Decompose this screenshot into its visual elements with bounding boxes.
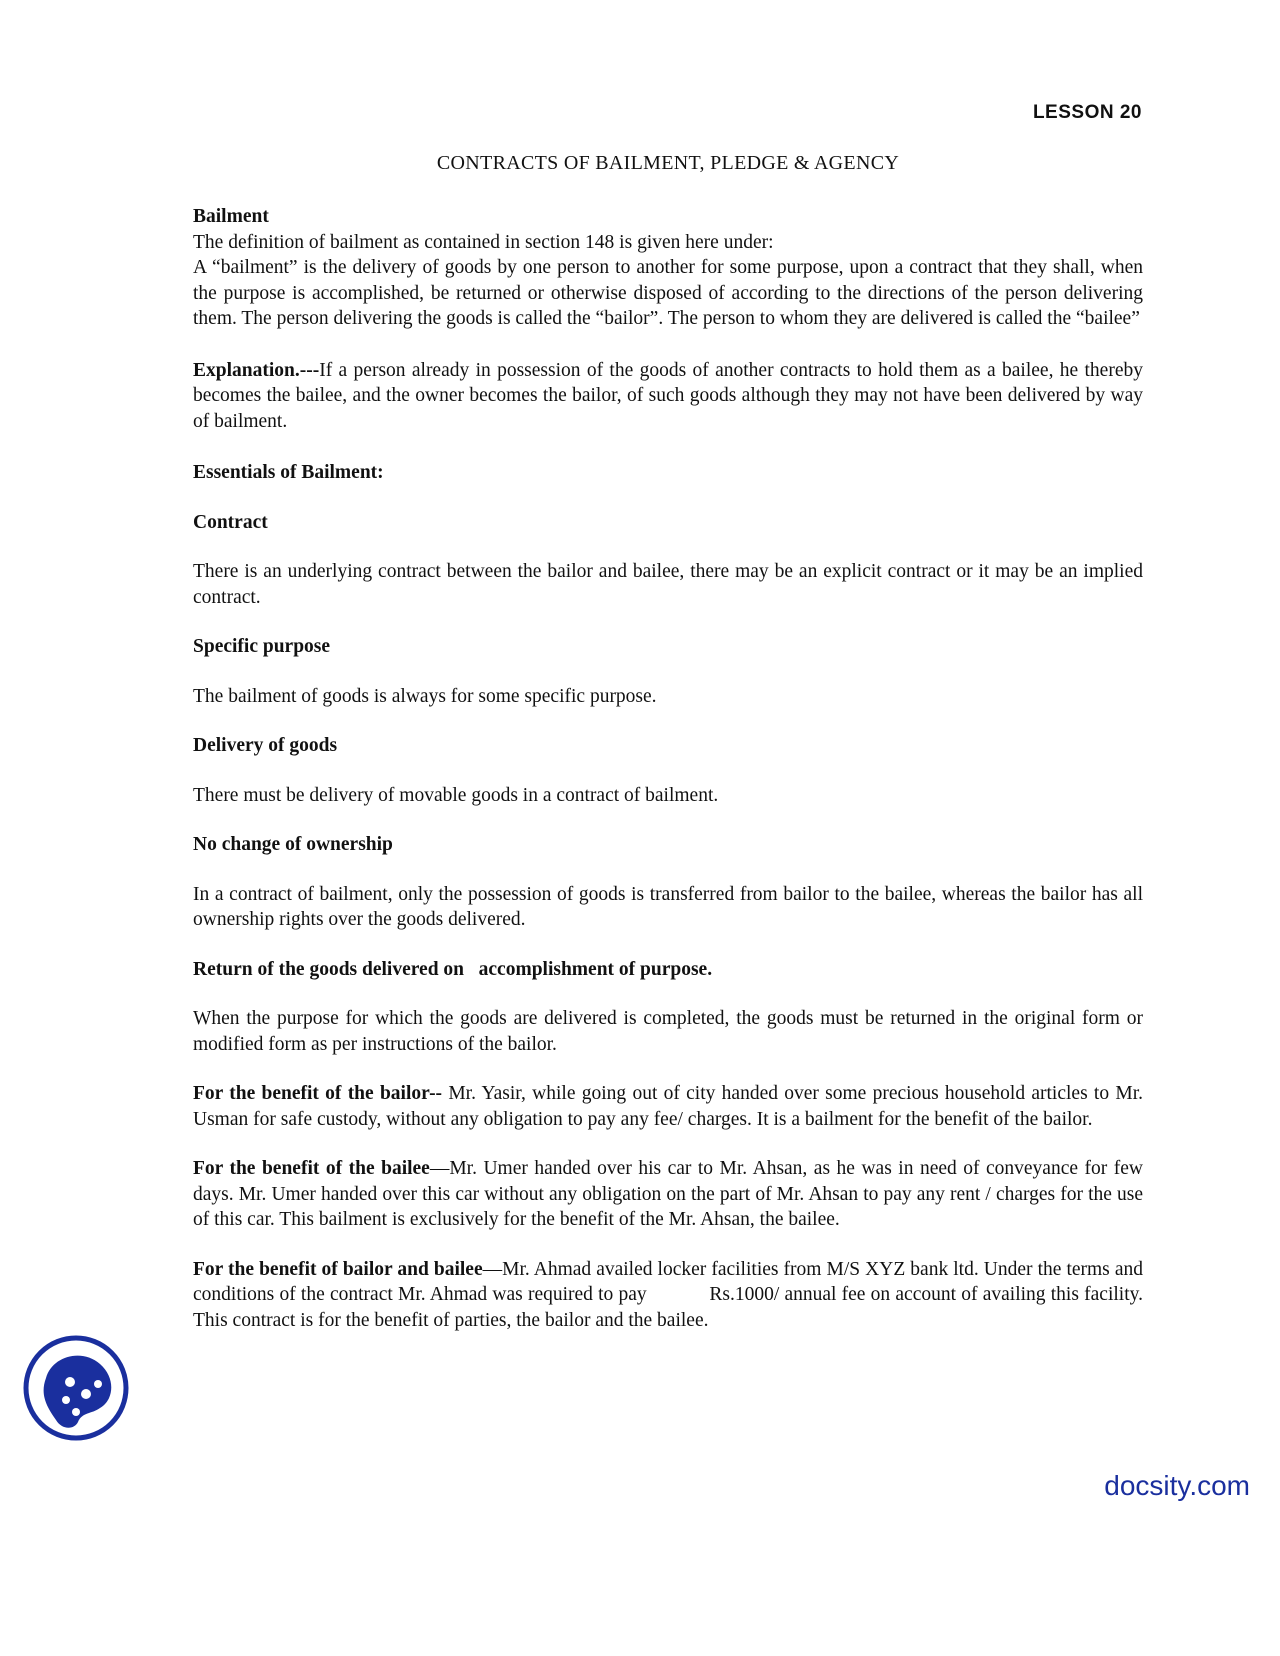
purpose-text: The bailment of goods is always for some specific purpose.	[193, 685, 657, 707]
explanation-label: Explanation.---	[193, 359, 320, 381]
bailee-benefit-label: For the benefit of the bailee	[193, 1158, 430, 1179]
section-heading-return: Return of the goods delivered on accomplishment of purpose.	[193, 958, 713, 980]
bailee-benefit-text: —Mr. Umer handed over his car to Mr. Ahsan, as he was in need of conveyance for few days. Mr. Umer handed over this car without any obligation on the part of Mr. Ahsan to pay any rent / charges for the use of this car. This bailment is exclusively for the benefit of the Mr. Ahsan, the bailee.	[193, 1158, 1143, 1230]
return-text: When the purpose for which the goods are delivered is completed, the goods must be returned in the original form or modified form as per instructions of the bailor.	[193, 1008, 1143, 1055]
bailment-definition: A “bailment” is the delivery of goods by one person to another for some purpose, upon a contract that they shall, when the purpose is accomplished, be returned or otherwise disposed of according to the directions of the person delivering them. The person delivering the goods is called the “bailor”. The person to whom they are delivered is called the “bailee”	[193, 257, 1143, 329]
bailment-intro: The definition of bailment as contained in section 148 is given here under:	[193, 231, 774, 253]
lesson-number: LESSON 20	[1032, 102, 1142, 123]
bailor-benefit-text: Mr. Yasir, while going out of city handed over some precious household articles to Mr. Usman for safe custody, without any obligation to pay any fee/ charges. It is a bailment for the benefit of the bailor.	[193, 1083, 1143, 1130]
section-heading-purpose: Specific purpose	[193, 636, 331, 657]
explanation-text: If a person already in possession of the goods of another contracts to hold them as a bailee, he thereby becomes the bailee, and the owner becomes the bailor, of such goods although they may not have been delivered by way of bailment.	[193, 359, 1143, 432]
docsity-logo-icon	[22, 1334, 130, 1442]
document-title: CONTRACTS OF BAILMENT, PLEDGE & AGENCY	[436, 152, 900, 174]
contract-text: There is an underlying contract between the bailor and bailee, there may be an explicit contract or it may be an implied contract.	[193, 561, 1143, 608]
both-benefit-paragraph	[193, 1257, 1148, 1334]
section-heading-bailment: Bailment	[193, 206, 269, 227]
section-heading-ownership: No change of ownership	[193, 834, 393, 855]
brand-footer[interactable]: docsity.com	[1104, 1470, 1250, 1501]
bailor-benefit-paragraph	[193, 1081, 1143, 1132]
ownership-text: In a contract of bailment, only the possession of goods is transferred from bailor to the bailee, whereas the bailor has all ownership rights over the goods delivered.	[193, 883, 1143, 930]
both-benefit-text: —Mr. Ahmad availed locker facilities from M/S XYZ bank ltd. Under the terms and conditions of the contract Mr. Ahmad was required to pay Rs.1000/ annual fee on account of availing this facility. This contract is for the benefit of parties, the bailor and the bailee.	[193, 1258, 1148, 1331]
document-body	[193, 204, 1148, 1333]
bailee-benefit-paragraph	[193, 1156, 1143, 1233]
explanation-paragraph	[193, 358, 1143, 435]
section-heading-delivery: Delivery of goods	[193, 735, 338, 756]
bailor-benefit-label: For the benefit of the bailor--	[193, 1083, 443, 1104]
section-heading-contract: Contract	[193, 511, 268, 533]
delivery-text: There must be delivery of movable goods in a contract of bailment.	[193, 784, 719, 806]
section-heading-essentials: Essentials of Bailment:	[193, 462, 384, 483]
both-benefit-label: For the benefit of bailor and bailee	[193, 1258, 483, 1280]
